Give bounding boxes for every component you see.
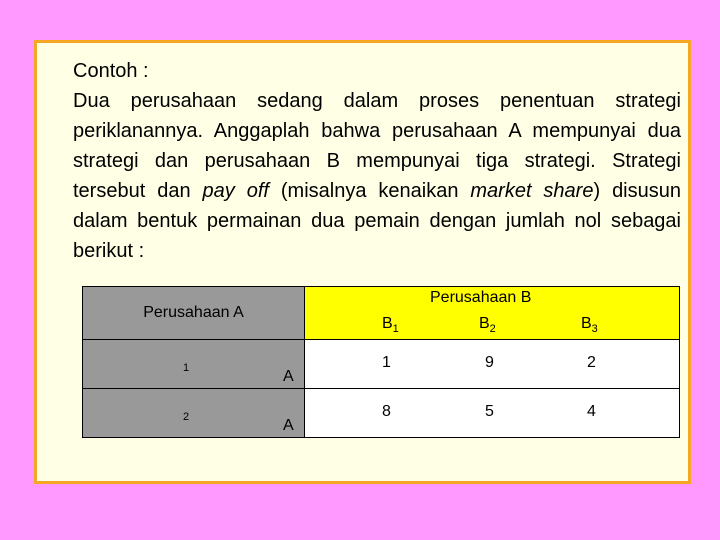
table-cell: 2 [587,354,596,371]
column-header-label: Perusahaan B [430,289,532,306]
paragraph-italic-pay-off: pay off [202,180,269,202]
paragraph-text-3: ) disusun dalam bentuk permainan dua pemain dengan jumlah nol sebagai berikut : [73,180,681,262]
slide-frame [34,40,691,484]
column-header-cell [305,287,679,339]
row-label-a1: A $_1$ [83,339,305,388]
table-cell: 1 [382,354,391,371]
payoff-table [82,286,680,438]
heading: Contoh : [73,60,149,82]
text-block [73,56,681,266]
row-header-cell [83,287,305,339]
column-label-b3: $B_3$ [581,315,598,335]
paragraph [73,86,681,266]
table-cell: 9 [485,354,494,371]
row-label-a2: A $_2$ [83,388,305,437]
table-row-a1 [305,339,679,388]
table-cell: 4 [587,403,596,420]
column-label-b2: $B_2$ [479,315,496,335]
paragraph-italic-market-share: market share [470,180,594,202]
row-header-label: Perusahaan A [143,304,244,321]
column-label-b1: $B_1$ [382,315,399,335]
table-cell: 8 [382,403,391,420]
table-cell: 5 [485,403,494,420]
paragraph-text-1: Dua perusahaan sedang dalam proses penentuan strategi periklanannya. Anggaplah bahwa perusahaan A mempunyai dua strategi dan perusahaan B mempunyai tiga strategi. Strategi tersebut dan [73,90,681,202]
table-row-a2 [305,388,679,437]
paragraph-text-2: (misalnya kenaikan [268,180,471,202]
